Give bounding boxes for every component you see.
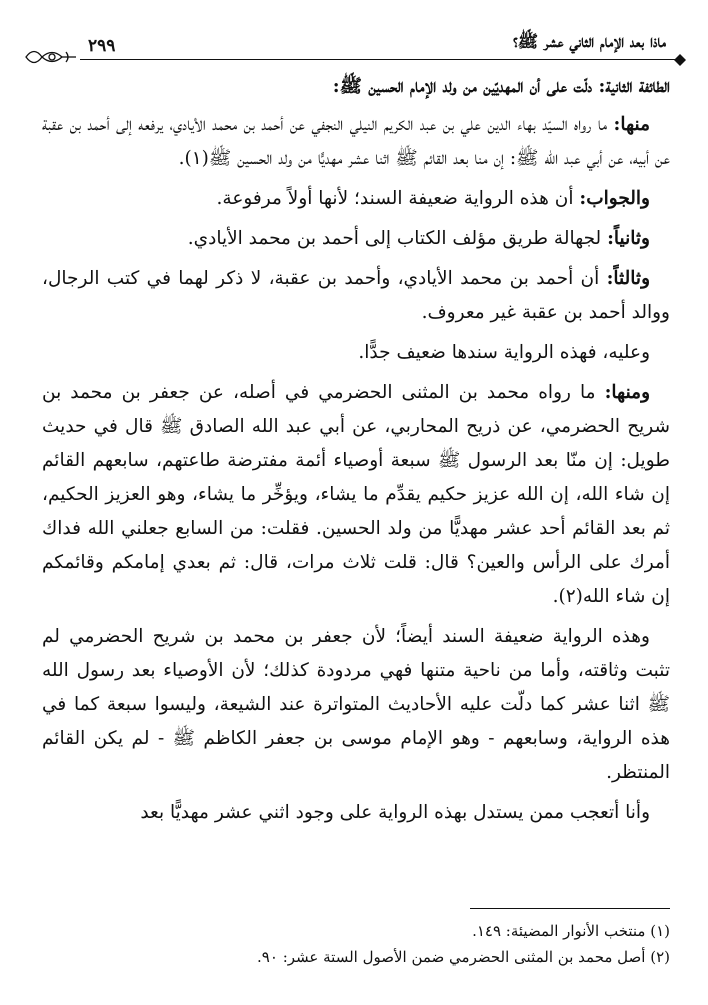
- paragraph: [42, 620, 670, 790]
- paragraph-text: وأنا أتعجب ممن يستدل بهذه الرواية على وجود اثني عشر مهديًّا بعد: [140, 802, 650, 823]
- diamond-ornament-icon: [674, 54, 686, 66]
- paragraph-lead: والجواب:: [579, 188, 650, 209]
- floral-ornament-icon: [22, 44, 78, 70]
- footnote: (٢) أصل محمد بن المثنى الحضرمي ضمن الأصول الستة عشر: ٩٠.: [257, 948, 670, 966]
- paragraph: [42, 796, 670, 830]
- paragraph: [42, 222, 670, 256]
- paragraph-text: أن أحمد بن محمد الأيادي، وأحمد بن عقبة، لا ذكر لهما في كتب الرجال، ووالد أحمد بن عقبة غير معروف.: [42, 268, 670, 323]
- paragraph-lead: وثانياً:: [607, 228, 650, 249]
- paragraph-lead: وثالثاً:: [606, 268, 650, 289]
- paragraph: [42, 336, 670, 370]
- paragraph: [42, 262, 670, 330]
- footnote: (١) منتخب الأنوار المضيئة: ١٤٩.: [472, 922, 670, 940]
- running-header: [22, 30, 686, 64]
- paragraph-text: ما رواه محمد بن المثنى الحضرمي في أصله، عن جعفر بن محمد بن شريح الحضرمي، عن ذريح المحاربي، عن أبي عبد الله الصادق ﷺ قال في حديث طويل: إن منّا بعد الرسول ﷺ سبعة أوصياء أئمة مفترضة طاعتهم، سابعهم القائم إن شاء الله، إن الله عزيز حكيم يقدِّم ما يشاء، ويؤخِّر ما يشاء، وهو العزيز الحكيم، ثم بعد القائم أحد عشر مهديًّا من ولد الحسين. فقلت: من السابع جعلني الله فداك أمرك على الرأس والعين؟ قال: قلت ثلاث مرات، قال: ثم بعدي إمامكم وقائمكم إن شاء الله(٢).: [42, 382, 670, 607]
- paragraph-lead: منها:: [613, 114, 650, 135]
- section-heading: الطائفة الثانية: دلّت على أن المهديّين من ولد الإمام الحسين ﷺ:: [332, 76, 670, 97]
- paragraph-text: ما رواه السيّد بهاء الدين علي بن عبد الكريم النيلي النجفي عن أحمد بن محمد الأيادي، يرفعه إلى أحمد بن عقبة عن أبيه، عن أبي عبد الله ﷺ: إن منا بعد القائم ﷺ اثنا عشر مهديًّا من ولد الحسين ﷺ(١).: [42, 114, 670, 169]
- paragraph-text: وهذه الرواية ضعيفة السند أيضاً؛ لأن جعفر بن محمد بن شريح الحضرمي لم تثبت وثاقته، وأما من ناحية متنها فهي مردودة كذلك؛ لأن الأوصياء بعد رسول الله ﷺ اثنا عشر كما دلّت عليه الأحاديث المتواترة عند الشيعة، وليسوا سبعة كما في هذه الرواية، وسابعهم - وهو الإمام موسى بن جعفر الكاظم ﷺ - لم يكن القائم المنتظر.: [42, 626, 670, 783]
- paragraph: [42, 376, 670, 614]
- paragraph-text: وعليه، فهذه الرواية سندها ضعيف جدًّا.: [358, 342, 650, 363]
- page-number: ٢٩٩: [88, 36, 116, 56]
- footnotes: [40, 918, 670, 970]
- main-text: [42, 70, 670, 836]
- paragraph-lead: ومنها:: [604, 382, 650, 403]
- paragraph-text: أن هذه الرواية ضعيفة السند؛ لأنها أولاً مرفوعة.: [216, 188, 580, 209]
- paragraph-text: لجهالة طريق مؤلف الكتاب إلى أحمد بن محمد الأيادي.: [187, 228, 608, 249]
- header-title: ماذا بعد الإمام الثاني عشر ﷺ؟: [512, 32, 666, 52]
- paragraph: [42, 182, 670, 216]
- footnote-rule: [470, 908, 670, 909]
- header-rule: [80, 59, 678, 60]
- paragraph: [42, 108, 670, 176]
